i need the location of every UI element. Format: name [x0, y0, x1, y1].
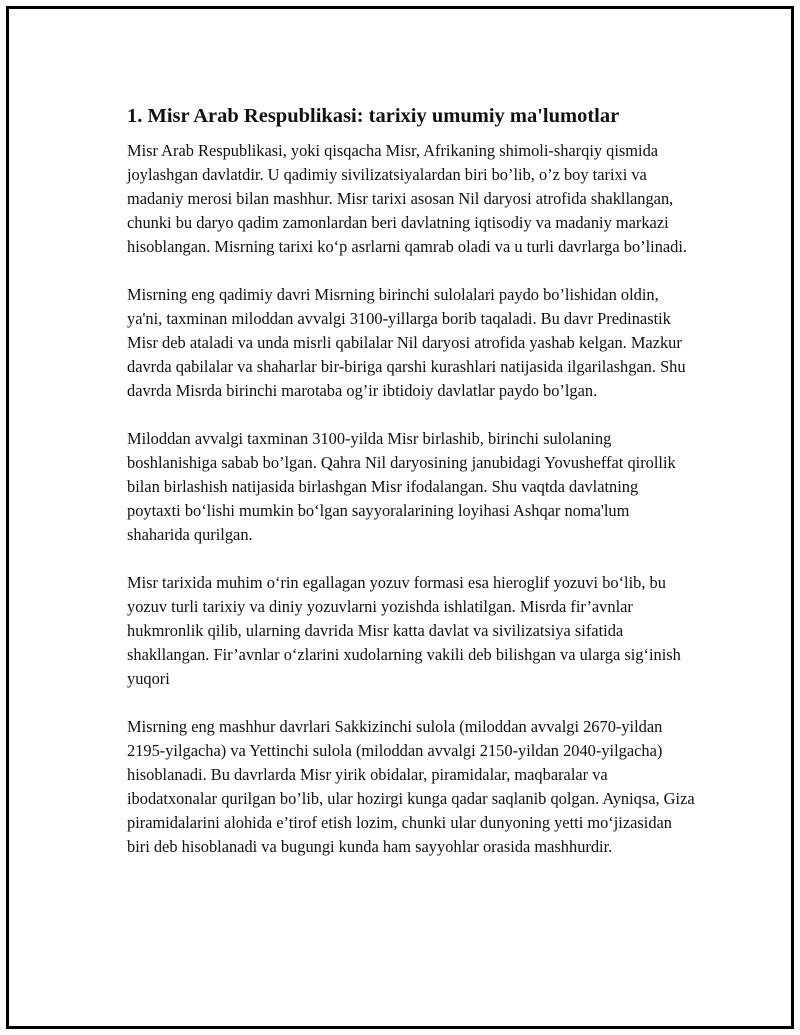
paragraph-5: Misrning eng mashhur davrlari Sakkizinchi sulola (miloddan avvalgi 2670-yildan 2195-yilgacha) va Yettinchi sulola (miloddan avvalgi 2150-yildan 2040-yilgacha) hisoblanadi. Bu davrlarda Misr yirik obidalar, piramidalar, maqbaralar va ibodatxonalar qurilgan bo’lib, ular hozirgi kunga qadar saqlanib qolgan. Ayniqsa, Giza piramidalarini alohida e’tirof etish lozim, chunki ular dunyoning yetti moʻjizasidan biri deb hisoblanadi va bugungi kunda ham sayyohlar orasida mashhurdir. — [127, 717, 695, 856]
paragraph-2: Misrning eng qadimiy davri Misrning birinchi sulolalari paydo bo’lishidan oldin, ya'ni, taxminan miloddan avvalgi 3100-yillarga borib taqaladi. Bu davr Predinastik Misr deb ataladi va unda misrli qabilalar Nil daryosi atrofida yashab kelgan. Mazkur davrda qabilalar va shaharlar bir-biriga qarshi kurashlari natijasida ilgarilashgan. Shu davrda Misrda birinchi marotaba og’ir ibtidoiy davlatlar paydo bo’lgan. — [127, 285, 686, 400]
document-body — [127, 103, 695, 883]
document-title: 1. Misr Arab Respublikasi: tarixiy umumiy ma'lumotlar — [127, 105, 620, 127]
paragraph-4: Misr tarixida muhim oʻrin egallagan yozuv formasi esa hieroglif yozuvi boʻlib, bu yozuv turli tarixiy va diniy yozuvlarni yozishda ishlatilgan. Misrda fir’avnlar hukmronlik qilib, ularning davrida Misr katta davlat va sivilizatsiya sifatida shakllangan. Fir’avnlar oʻzlarini xudolarning vakili deb bilishgan va ularga sigʻinish yuqori — [127, 573, 681, 688]
paragraph-1: Misr Arab Respublikasi, yoki qisqacha Misr, Afrikaning shimoli-sharqiy qismida joylashgan davlatdir. U qadimiy sivilizatsiyalardan biri bo’lib, o’z boy tarixi va madaniy merosi bilan mashhur. Misr tarixi asosan Nil daryosi atrofida shakllangan, chunki bu daryo qadim zamonlardan beri davlatning iqtisodiy va madaniy markazi hisoblangan. Misrning tarixi koʻp asrlarni qamrab oladi va u turli davrlarga bo’linadi. — [127, 141, 688, 256]
page-frame — [6, 6, 794, 1029]
paragraph-3: Miloddan avvalgi taxminan 3100-yilda Misr birlashib, birinchi sulolaning boshlanishiga sabab bo’lgan. Qahra Nil daryosining janubidagi Yovusheffat qirollik bilan birlashish natijasida birlashgan Misr ifodalangan. Shu vaqtda davlatning poytaxti boʻlishi mumkin boʻlgan sayyoralarining loyihasi Ashqar noma'lum shaharida qurilgan. — [127, 429, 676, 544]
